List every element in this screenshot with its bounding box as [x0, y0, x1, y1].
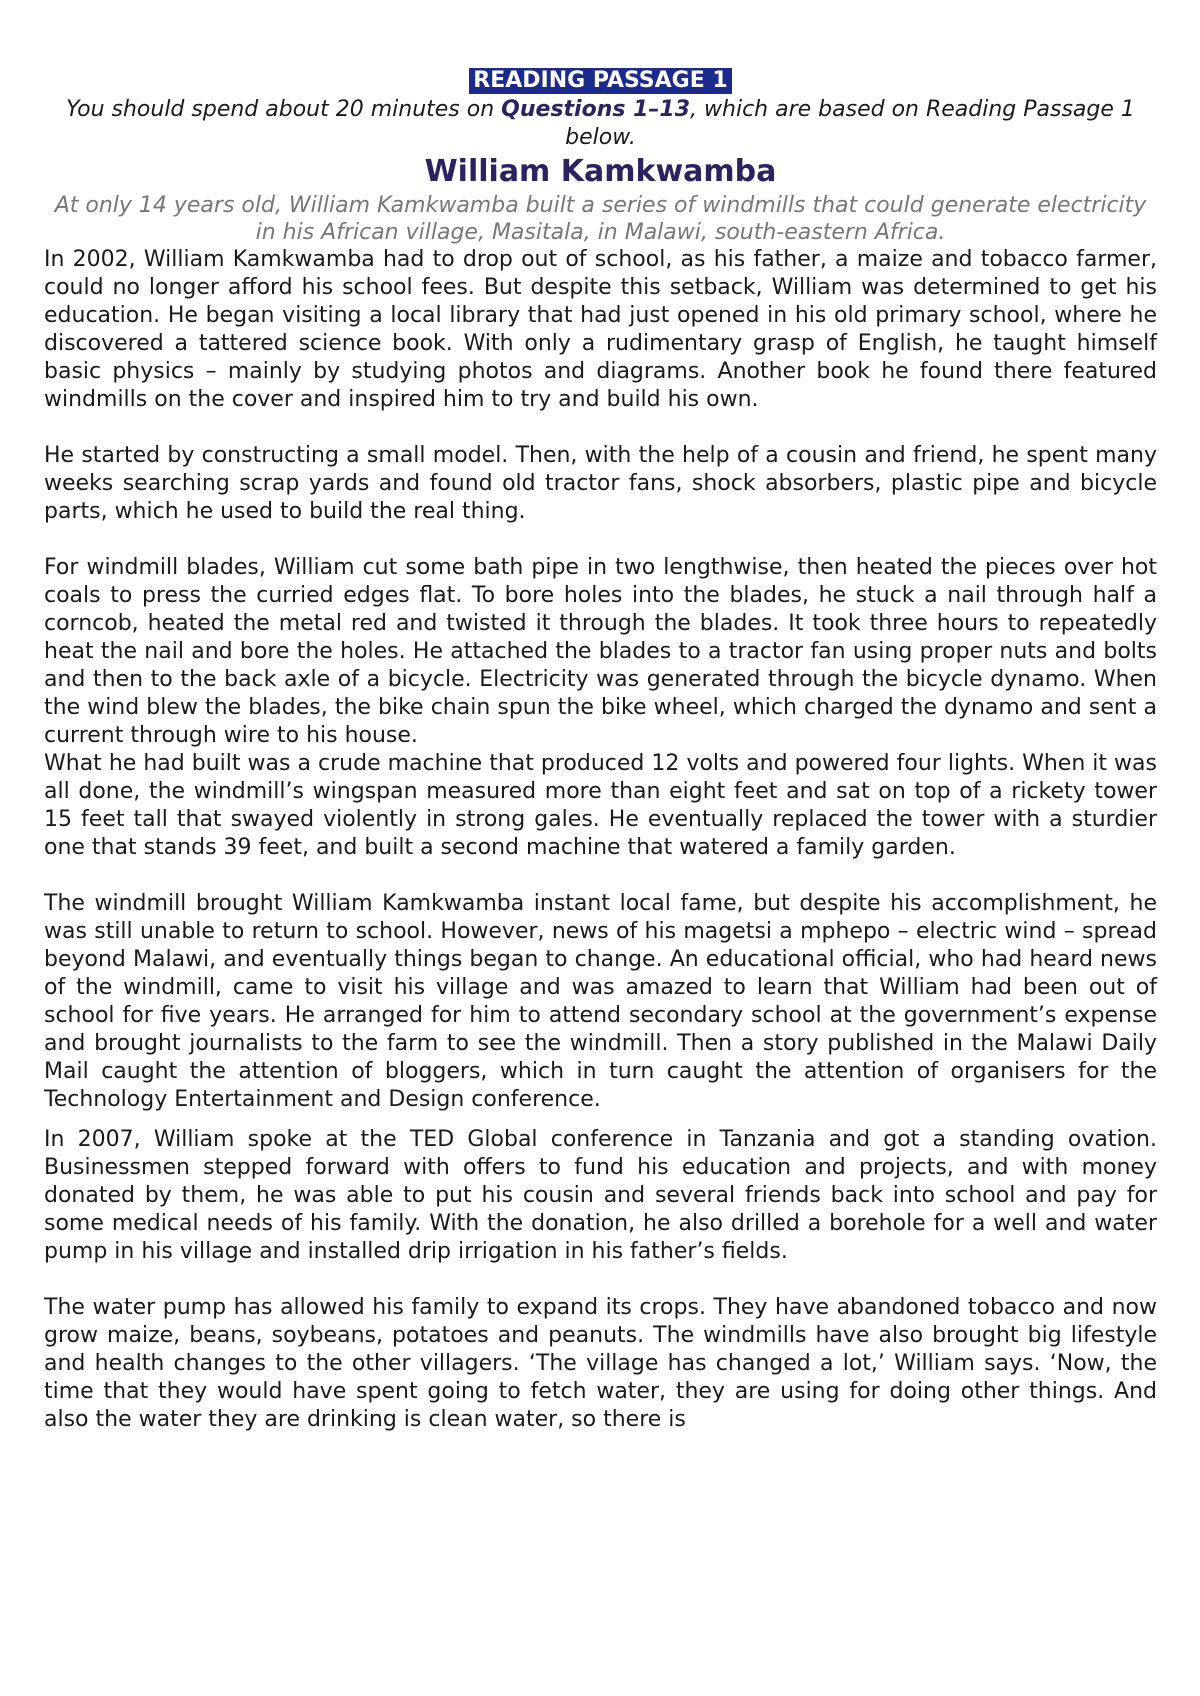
paragraph-3: For windmill blades, William cut some bath pipe in two lengthwise, then heated the pieces over hot coals to press the curried edges flat. To bore holes into the blades, he stuck a nail through half a corncob, heated the metal red and twisted it through the blades. It took three hours to repeatedly heat the nail and bore the holes. He attached the blades to a tractor fan using proper nuts and bolts and then to the back axle of a bicycle. Electricity was generated through the bicycle dynamo. When the wind blew the blades, the bike chain spun the bike wheel, which charged the dynamo and sent a current through wire to his house.	[44, 555, 1157, 748]
paragraph-4: What he had built was a crude machine that produced 12 volts and powered four lights. When it was all done, the windmill’s wingspan measured more than eight feet and sat on top of a rickety tower 15 feet tall that swayed violently in strong gales. He eventually replaced the tower with a sturdier one that stands 39 feet, and built a second machine that watered a family garden.	[44, 751, 1157, 860]
paragraph-7: The water pump has allowed his family to expand its crops. They have abandoned tobacco and now grow maize, beans, soybeans, potatoes and peanuts. The windmills have also brought big lifestyle and health changes to the other villagers. ‘The village has changed a lot,’ William says. ‘Now, the time that they would have spent going to fetch water, they are using for doing other things. And also the water they are drinking is clean water, so there is	[44, 1295, 1157, 1432]
instruction-text	[44, 96, 1157, 152]
paragraph-1: In 2002, William Kamkwamba had to drop out of school, as his father, a maize and tobacco farmer, could no longer afford his school fees. But despite this setback, William was determined to get his education. He began visiting a local library that had just opened in his old primary school, where he discovered a tattered science book. With only a rudimentary grasp of English, he taught himself basic physics – mainly by studying photos and diagrams. Another book he found there featured windmills on the cover and inspired him to try and build his own.	[44, 247, 1157, 412]
paragraph-6: In 2007, William spoke at the TED Global conference in Tanzania and got a standing ovation. Businessmen stepped forward with offers to fund his education and projects, and with money donated by them, he was able to put his cousin and several friends back into school and pay for some medical needs of his family. With the donation, he also drilled a borehole for a well and water pump in his village and installed drip irrigation in his father’s fields.	[44, 1127, 1157, 1264]
passage-header	[44, 68, 1157, 246]
paragraph-5: The windmill brought William Kamkwamba instant local fame, but despite his accomplishment, he was still unable to return to school. However, news of his magetsi a mphepo – electric wind – spread beyond Malawi, and eventually things began to change. An educational official, who had heard news of the windmill, came to visit his village and was amazed to learn that William had been out of school for five years. He arranged for him to attend secondary school at the government’s expense and brought journalists to the farm to see the windmill. Then a story published in the Malawi Daily Mail caught the attention of bloggers, which in turn caught the attention of organisers for the Technology Entertainment and Design conference.	[44, 891, 1157, 1112]
instruction-questions: Questions 1–13	[501, 97, 691, 122]
paragraph-2: He started by constructing a small model. Then, with the help of a cousin and friend, he spent many weeks searching scrap yards and found old tractor fans, shock absorbers, plastic pipe and bicycle parts, which he used to build the real thing.	[44, 443, 1157, 524]
passage-title: William Kamkwamba	[424, 154, 777, 189]
reading-passage-page	[44, 68, 1157, 1434]
instruction-before: You should spend about 20 minutes on	[66, 97, 502, 122]
passage-body	[44, 246, 1157, 1434]
passage-subtitle: At only 14 years old, William Kamkwamba built a series of windmills that could generate electricity in his African village, Masitala, in Malawi, south-eastern Africa.	[54, 193, 1147, 245]
instruction-after: , which are based on Reading Passage 1 below.	[565, 97, 1135, 150]
passage-label: READING PASSAGE 1	[469, 68, 731, 94]
